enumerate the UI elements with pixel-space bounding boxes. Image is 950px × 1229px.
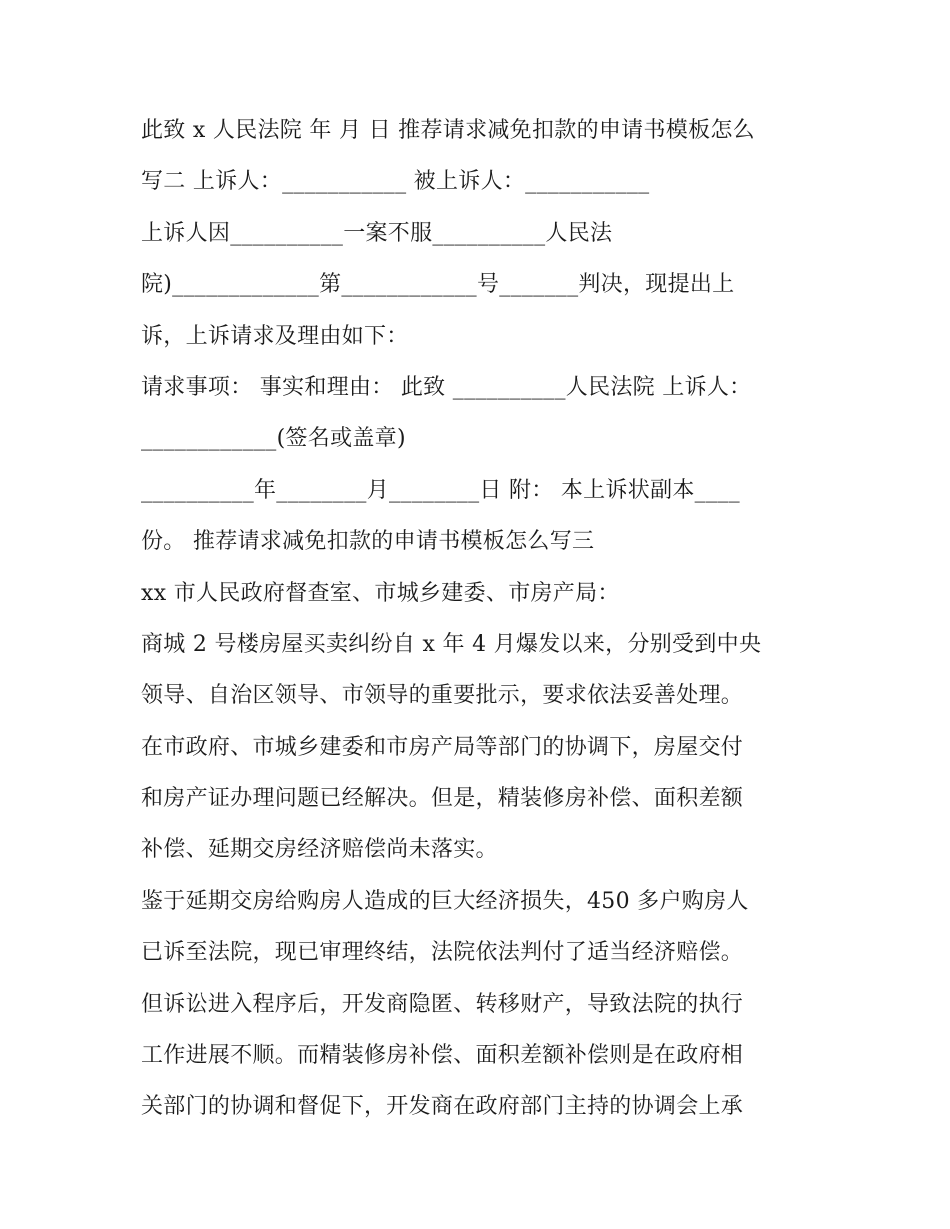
text-line: 和房产证办理问题已经解决。但是，精装修房补偿、面积差额 [141,786,744,812]
document-body [141,105,831,1133]
text-line: 已诉至法院，现已审理终结，法院依法判付了适当经济赔偿。 [141,940,744,966]
text-line: 工作进展不顺。而精装修房补偿、面积差额补偿则是在政府相 [141,1043,744,1069]
text-line: 商城 2 号楼房屋买卖纠纷自 x 年 4 月爆发以来，分别受到中央 [141,631,762,657]
text-line: xx 市人民政府督查室、市城乡建委、市房产局： [141,580,620,606]
text-line: 院)_____________第____________号_______判决，现提出上 [141,272,735,298]
text-line: 但诉讼进入程序后，开发商隐匿、转移财产，导致法院的执行 [141,991,744,1017]
text-line: 诉，上诉请求及理由如下： [141,323,409,349]
text-line: 领导、自治区领导、市领导的重要批示，要求依法妥善处理。 [141,683,744,709]
text-line: ____________(签名或盖章) [141,426,406,452]
text-line: 写二 上诉人：___________ 被上诉人：___________ [141,169,650,195]
text-line: 此致 x 人民法院 年 月 日 推荐请求减免扣款的申请书模板怎么 [141,118,755,143]
text-line: 补偿、延期交房经济赔偿尚未落实。 [141,837,498,863]
text-line: 上诉人因__________一案不服__________人民法 [141,220,613,246]
text-line: 关部门的协调和督促下，开发商在政府部门主持的协调会上承 [141,1094,744,1120]
text-line: 请求事项： 事实和理由： 此致 __________人民法院 上诉人： [141,374,752,400]
text-line: 鉴于延期交房给购房人造成的巨大经济损失，450 多户购房人 [141,888,749,914]
text-line: __________年________月________日 附： 本上诉状副本____ [141,477,740,503]
text-line: 在市政府、市城乡建委和市房产局等部门的协调下，房屋交付 [141,734,744,760]
text-line: 份。 推荐请求减免扣款的申请书模板怎么写三 [141,529,595,555]
